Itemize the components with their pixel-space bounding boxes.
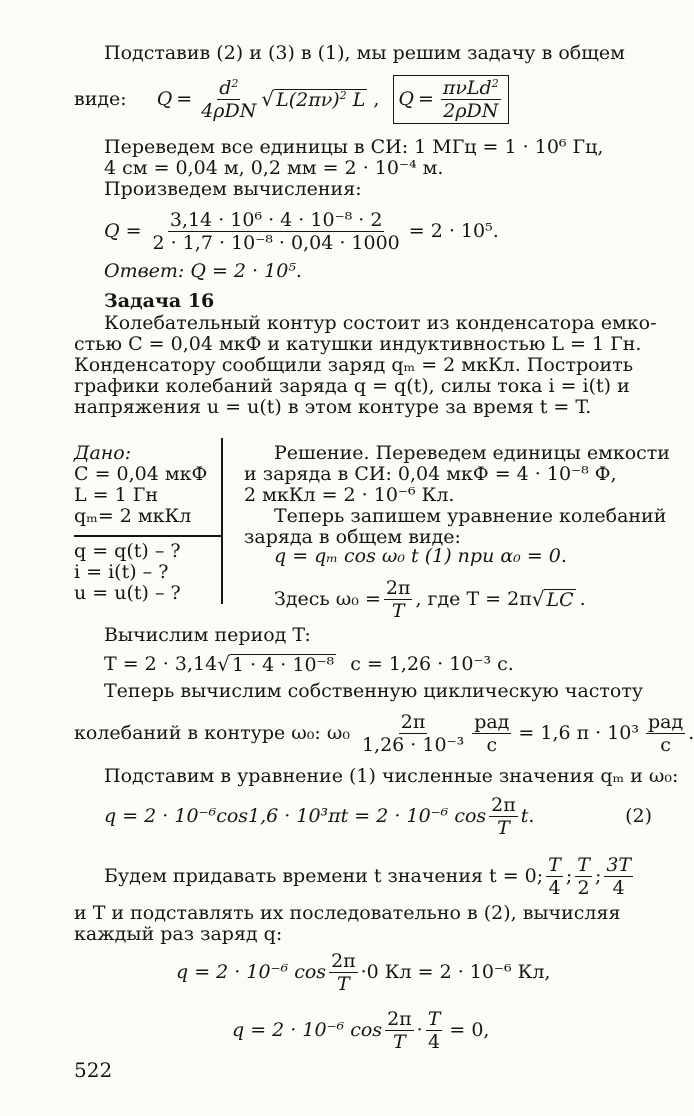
given-vertical-rule bbox=[221, 438, 223, 604]
eq2-post: = 0, bbox=[449, 1019, 490, 1041]
times-text: и T и подставлять их последовательно в (2), вычисляя bbox=[74, 902, 621, 924]
omega-formula bbox=[74, 704, 694, 762]
given-item: qₘ= 2 мкКл bbox=[74, 505, 192, 527]
omega-definition bbox=[274, 574, 586, 624]
eq2-denominator: T bbox=[393, 1030, 406, 1053]
zdes-text: Здесь ω₀ = bbox=[274, 588, 381, 610]
eq2-denominator2: 4 bbox=[427, 1030, 441, 1053]
task-line bbox=[104, 312, 657, 334]
q-symbol: Q bbox=[156, 88, 173, 110]
find-item: u = u(t) – ? bbox=[74, 582, 181, 604]
answer-line: Ответ: Q = 2 · 10⁵. bbox=[104, 260, 302, 282]
period-intro: Вычислим период T: bbox=[104, 624, 311, 646]
omega-numerator: 2π bbox=[400, 710, 426, 733]
eq2-numerator2: T bbox=[427, 1007, 441, 1030]
radicand-text: L(2πν) bbox=[276, 88, 340, 111]
times-denominator: 4 bbox=[612, 876, 625, 899]
solution-line bbox=[274, 505, 667, 527]
zdes-middle: , где T = 2π bbox=[415, 588, 532, 610]
task-line bbox=[74, 354, 652, 376]
times-line3: каждый раз заряд q: bbox=[74, 923, 283, 945]
omega-denominator: 1,26 · 10⁻³ bbox=[361, 733, 465, 756]
subst-denominator: T bbox=[497, 816, 510, 839]
multiply-dot: · bbox=[416, 1019, 423, 1041]
charge-equation: q = qₘ cos ω₀ t (1) при α₀ = 0. bbox=[274, 545, 567, 567]
subst-pre: q = 2 · 10⁻⁶cos1,6 · 10³πt = 2 · 10⁻⁶ cos bbox=[104, 805, 487, 827]
subst-equation bbox=[104, 790, 652, 842]
charge-eq-1 bbox=[176, 946, 550, 998]
unit-numerator: рад bbox=[648, 710, 684, 733]
omega-intro-text: Теперь вычислим собственную циклическую частоту bbox=[104, 680, 644, 702]
solution-line bbox=[244, 463, 652, 485]
sqrt-icon: √ bbox=[531, 587, 545, 611]
eq1-pre: q = 2 · 10⁻⁶ cos bbox=[176, 961, 327, 983]
task-text: Конденсатору сообщили заряд qₘ = 2 мкКл. Построить bbox=[74, 354, 634, 376]
comma: , bbox=[373, 88, 380, 110]
page-number: 522 bbox=[74, 1058, 113, 1082]
period-formula bbox=[104, 650, 514, 678]
task-text: Колебательный контур состоит из конденсатора емко- bbox=[104, 312, 657, 334]
solution-line: 2 мкКл = 2 · 10⁻⁶ Кл. bbox=[244, 484, 455, 506]
eq1-denominator: T bbox=[337, 972, 350, 995]
times-pre: Будем придавать времени t значения t = 0; bbox=[104, 865, 544, 887]
charge-eq-2 bbox=[232, 1004, 489, 1056]
box-numerator: πνLd bbox=[442, 76, 492, 99]
si-text: Переведем все единицы в СИ: 1 МГц = 1 · 10⁶ Гц, bbox=[104, 136, 604, 158]
task-text: стью C = 0,04 мкФ и катушки индуктивностью L = 1 Гн. bbox=[74, 333, 642, 355]
radicand: $L(2\pi\nu)^2$ L bbox=[276, 88, 366, 111]
times-numerator: 3T bbox=[606, 853, 632, 876]
task-text: графики колебаний заряда q = q(t), силы тока i = i(t) и bbox=[74, 375, 630, 397]
subst-numerator: 2π bbox=[491, 793, 516, 816]
subst-line: Подставим в уравнение (1) численные значения qₘ и ω₀: bbox=[104, 765, 679, 787]
times-numerator: T bbox=[548, 853, 561, 876]
given-divider bbox=[74, 535, 221, 537]
times-numerator: T bbox=[577, 853, 590, 876]
compute-line: Произведем вычисления: bbox=[104, 178, 362, 200]
answer-box: Q = πνLd$^2$ 2ρDN bbox=[393, 75, 508, 124]
omega-pre: колебаний в контуре ω₀: ω₀ bbox=[74, 722, 350, 744]
calc-denominator: 2 · 1,7 · 10⁻⁸ · 0,04 · 1000 bbox=[152, 231, 400, 254]
period-radicand: 1 · 4 · 10⁻⁸ bbox=[231, 653, 335, 676]
vide-label: виде: bbox=[74, 88, 127, 110]
zdes-denominator: T bbox=[391, 599, 405, 622]
frac-denominator: 4ρDN bbox=[201, 99, 257, 122]
equals-sign: = bbox=[176, 88, 193, 110]
zdes-radicand: LC bbox=[546, 588, 574, 611]
equation-number: (2) bbox=[625, 805, 652, 827]
separator: ; bbox=[594, 865, 602, 887]
task-title: Задача 16 bbox=[104, 290, 215, 312]
si-line bbox=[104, 136, 609, 158]
solution-line: заряда в общем виде: bbox=[244, 526, 461, 548]
subst-post: t. bbox=[520, 805, 535, 827]
omega-value: = 1,6 π · 10³ bbox=[518, 722, 640, 744]
omega-intro bbox=[104, 680, 652, 702]
units-line: 4 см = 0,04 м, 0,2 мм = 2 · 10⁻⁴ м. bbox=[104, 157, 444, 179]
omega-end: . bbox=[688, 722, 694, 744]
task-line bbox=[74, 375, 652, 397]
task-line bbox=[74, 333, 652, 355]
intro-line: Подставив (2) и (3) в (1), мы решим задачу в общем bbox=[104, 42, 625, 64]
box-denominator: 2ρDN bbox=[443, 99, 499, 122]
times-denominator: 4 bbox=[548, 876, 561, 899]
sqrt-icon: √ bbox=[261, 87, 275, 111]
separator: ; bbox=[565, 865, 573, 887]
unit-numerator: рад bbox=[474, 710, 510, 733]
unit-denominator: с bbox=[486, 733, 498, 756]
eq2-numerator: 2π bbox=[387, 1007, 412, 1030]
frac-numerator: d bbox=[219, 76, 232, 99]
radicand-tail: L bbox=[352, 88, 366, 111]
general-formula bbox=[74, 68, 509, 130]
find-item: q = q(t) – ? bbox=[74, 540, 181, 562]
unit-denominator: с bbox=[660, 733, 671, 756]
period-pre: T = 2 · 3,14 bbox=[104, 653, 218, 675]
calc-result: = 2 · 10⁵. bbox=[408, 220, 499, 242]
calc-numerator: 3,14 · 10⁶ · 4 · 10⁻⁸ · 2 bbox=[169, 208, 383, 231]
find-item: i = i(t) – ? bbox=[74, 561, 169, 583]
sqrt-icon: √ bbox=[217, 652, 230, 676]
times-line2 bbox=[74, 902, 652, 924]
solution-text: и заряда в СИ: 0,04 мкФ = 4 · 10⁻⁸ Ф, bbox=[244, 463, 617, 485]
eq1-numerator: 2π bbox=[331, 949, 356, 972]
period-post: с = 1,26 · 10⁻³ с. bbox=[350, 653, 514, 675]
given-item: C = 0,04 мкФ bbox=[74, 463, 208, 485]
solution-text: Решение. Переведем единицы емкости bbox=[274, 442, 670, 464]
eq1-post: ·0 Кл = 2 · 10⁻⁶ Кл, bbox=[360, 961, 551, 983]
zdes-end: . bbox=[579, 588, 586, 610]
zdes-numerator: 2π bbox=[385, 576, 411, 599]
eq2-pre: q = 2 · 10⁻⁶ cos bbox=[232, 1019, 383, 1041]
formula-fraction: $d^2$ 4ρDN bbox=[201, 76, 257, 122]
times-line bbox=[104, 850, 636, 902]
task-line: напряжения u = u(t) в этом контуре за время t = T. bbox=[74, 396, 592, 418]
given-title: Дано: bbox=[74, 442, 132, 464]
solution-text: Теперь запишем уравнение колебаний bbox=[274, 505, 667, 527]
given-item: L = 1 Гн bbox=[74, 484, 158, 506]
solution-line bbox=[274, 442, 670, 464]
times-denominator: 2 bbox=[577, 876, 590, 899]
calc-formula: Q = $\frac{\text{3,14 · 10⁶ · 4 · 10⁻⁸ · 2}}{\text{2 · 1,7 · 10⁻⁸ · 0,04 · 1000}}$ = 2 · 10⁵. bbox=[104, 208, 499, 254]
